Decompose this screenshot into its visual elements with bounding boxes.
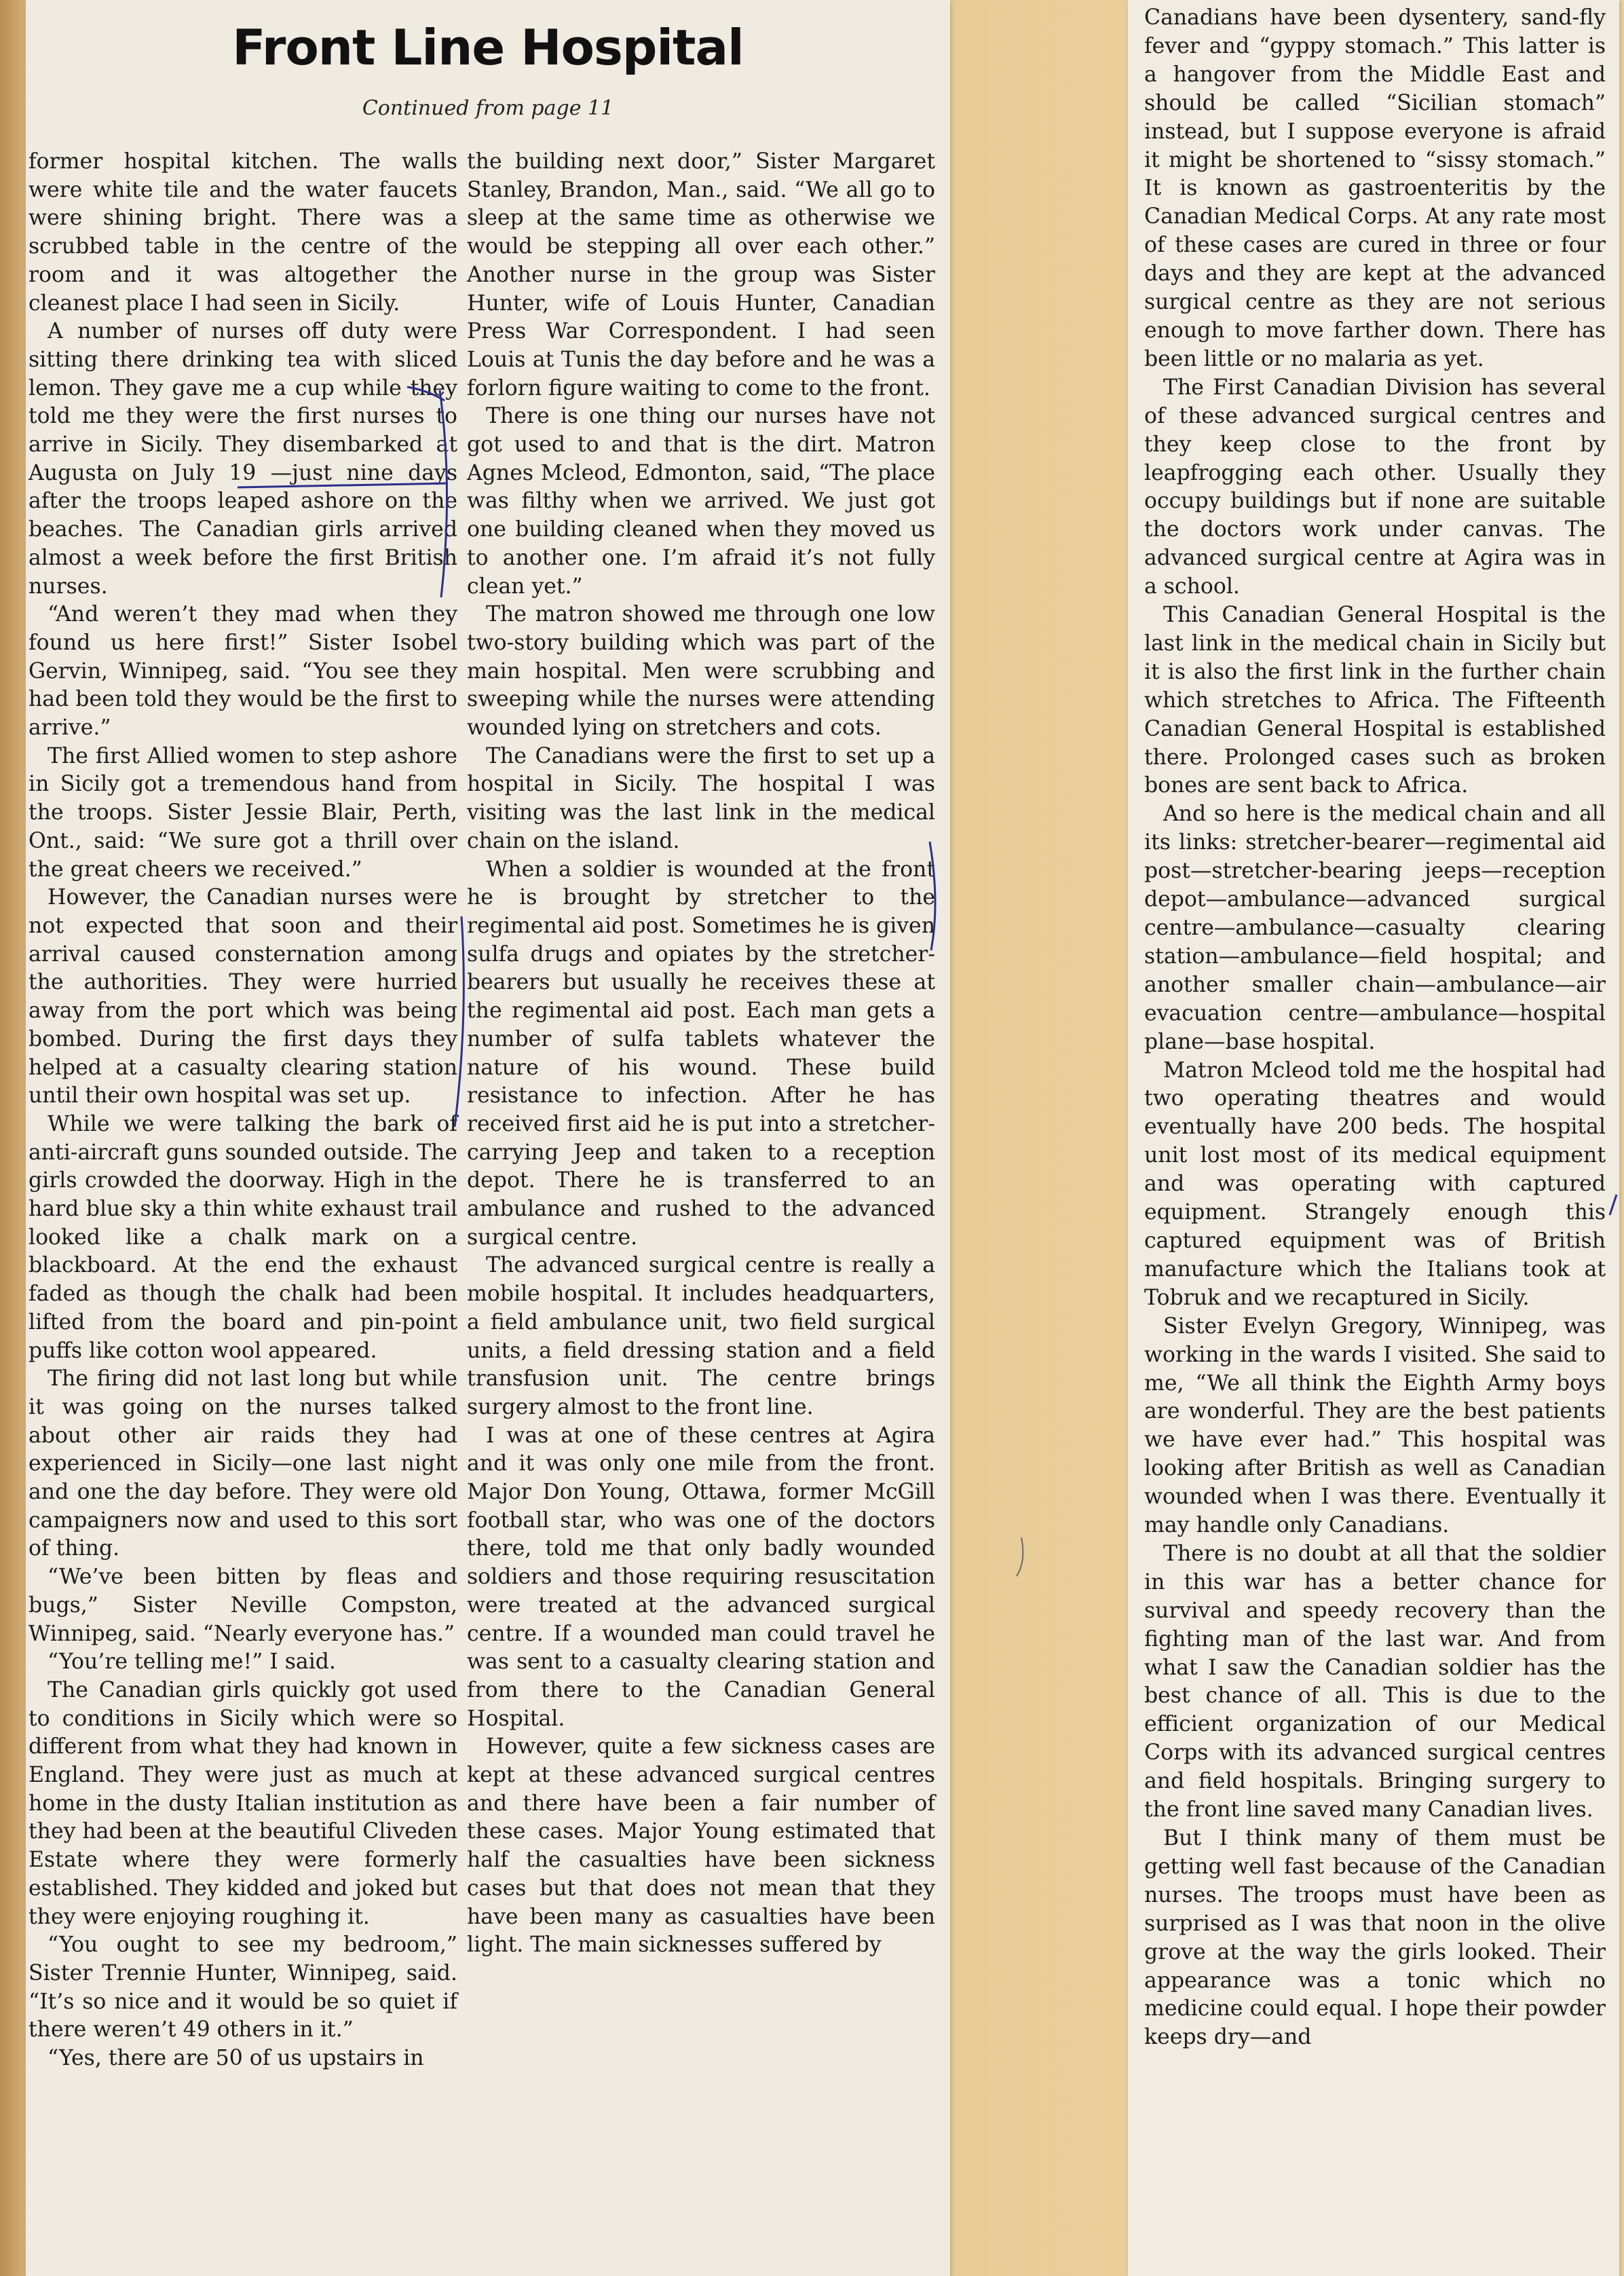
paragraph: The firing did not last long but while it was going on the nurses talked about other air raids they had experienced in Sicily—one last night and one the day before. They were old campaigners now and used to this sort of thing.	[29, 1366, 457, 1561]
paragraph: “You ought to see my bedroom,” Sister Trennie Hunter, Winnipeg, said. “It’s so nice and it would be so quiet if there weren’t 49 others in it.”	[29, 1933, 457, 2042]
paragraph: There is one thing our nurses have not got used to and that is the dirt. Matron Agnes Mcleod, Edmonton, said, “The place was filthy when we arrived. We just got one building cleaned when they moved us to another one. I’m afraid it’s not fully clean yet.”	[467, 404, 935, 599]
article-column-3	[1144, 4, 1606, 2052]
continued-line: Continued from page 11	[362, 96, 614, 120]
paragraph: However, quite a few sickness cases are kept at these advanced surgical centres and there have been a fair number of these cases. Major Young estimated that half the casualties have been sickness cases but that does not mean that they have been many as casualties have been light. The main sicknesses suffered by	[467, 1734, 935, 1958]
paragraph: The matron showed me through one low two-story building which was part of the main hospital. Men were scrubbing and sweeping while the nurses were attending wounded lying on stretchers and cots.	[467, 602, 935, 741]
paragraph: Sister Evelyn Gregory, Winnipeg, was working in the wards I visited. She said to me, “We all think the Eighth Army boys are wonderful. They are the best patients we have ever had.” This hospital was looking after British as well as Canadian wounded when I was there. Eventually it may handle only Canadians.	[1144, 1313, 1606, 1538]
paragraph: the building next door,” Sister Margaret Stanley, Brandon, Man., said. “We all go to sleep at the same time as otherwise we would be stepping all over each other.” Another nurse in the group was Sister Hunter, wife of Louis Hunter, Canadian Press War Correspondent. I had seen Louis at Tunis the day before and he was a forlorn figure waiting to come to the front.	[467, 149, 935, 400]
paragraph: The Canadians were the first to set up a hospital in Sicily. The hospital I was visiting was the last link in the medical chain on the island.	[467, 743, 935, 853]
paragraph: The First Canadian Division has several of these advanced surgical centres and they keep close to the front by leapfrogging each other. Usually they occupy buildings but if none are suitable the doctors work under canvas. The advanced surgical centre at Agira was in a school.	[1144, 375, 1606, 599]
paragraph: However, the Canadian nurses were not expected that soon and their arrival caused consternation among the authorities. They were hurried away from the port which was being bombed. During the first days they helped at a casualty clearing station until their own hospital was set up.	[29, 885, 457, 1108]
paragraph: The first Allied women to step ashore in Sicily got a tremendous hand from the troops. Sister Jessie Blair, Perth, Ont., said: “We sure got a thrill over the great cheers we received.”	[29, 743, 457, 882]
paragraph: “You’re telling me!” I said.	[48, 1649, 336, 1675]
paragraph: There is no doubt at all that the soldier in this war has a better chance for survival and speedy recovery than the fighting man of the last war. And from what I saw the Canadian soldier has the best chance of all. This is due to the efficient organization of our Medical Corps with its advanced surgical centres and field hospitals. Bringing surgery to the front line saved many Canadian lives.	[1144, 1541, 1606, 1823]
paragraph: This Canadian General Hospital is the last link in the medical chain in Sicily but it is also the first link in the further chain which stretches to Africa. The Fifteenth Canadian General Hospital is established there. Prolonged cases such as broken bones are sent back to Africa.	[1144, 603, 1606, 798]
clipping-continuation	[1128, 0, 1619, 2276]
paragraph: A number of nurses off duty were sitting there drinking tea with sliced lemon. They gave me a cup while they told me they were the first nurses to arrive in Sicily. They disembarked at Augusta on July 19 —just nine days after the troops leaped ashore on the beaches. The Canadian girls arrived almost a week before the first British nurses.	[29, 319, 457, 599]
article-headline: Front Line Hospital	[232, 19, 744, 76]
pencil-tick	[1017, 1537, 1023, 1576]
paragraph: former hospital kitchen. The walls were white tile and the water faucets were shining bright. There was a scrubbed table in the centre of the room and it was altogether the cleanest place I had seen in Sicily.	[29, 149, 457, 316]
clipping-main	[26, 0, 950, 2276]
paragraph: And so here is the medical chain and all its links: stretcher-bearer—regimental aid post—stretcher-bearing jeeps—reception depot—ambulance—advanced surgical centre—ambulance—casualty clearing station—ambulance—field hospital; and another smaller chain—ambulance—air evacuation centre—ambulance—hospital plane—base hospital.	[1144, 802, 1606, 1054]
article-column-2	[467, 148, 935, 1960]
article-column-1	[29, 148, 457, 2073]
paragraph: When a soldier is wounded at the front he is brought by stretcher to the regimental aid post. Sometimes he is given sulfa drugs and opiates by the stretcher-bearers but usually he receives these at the regimental aid post. Each man gets a number of sulfa tablets whatever the nature of his wound. These build resistance to infection. After he has received first aid he is put into a stretcher-carrying Jeep and taken to a reception depot. There he is transferred to an ambulance and rushed to the advanced surgical centre.	[467, 857, 935, 1250]
paragraph: But I think many of them must be getting well fast because of the Canadian nurses. The troops must have been as surprised as I was that noon in the olive grove at the way the girls looked. Their appearance was a tonic which no medicine could equal. I hope their powder keeps dry—and	[1144, 1826, 1606, 2050]
paragraph: “We’ve been bitten by fleas and bugs,” Sister Neville Compston, Winnipeg, said. “Nearly everyone has.”	[29, 1565, 457, 1646]
paragraph: Canadians have been dysentery, sand-fly fever and “gyppy stomach.” This latter is a hangover from the Middle East and should be called “Sicilian stomach” instead, but I suppose everyone is afraid it might be shortened to “sissy stomach.” It is known as gastroenteritis by the Canadian Medical Corps. At any rate most of these cases are cured in three or four days and they are kept at the advanced surgical centre as they are not serious enough to move farther down. There has been little or no malaria as yet.	[1144, 5, 1606, 371]
paragraph: While we were talking the bark of anti-aircraft guns sounded outside. The girls crowded the doorway. High in the hard blue sky a thin white exhaust trail looked like a chalk mark on a blackboard. At the end the exhaust faded as though the chalk had been lifted from the board and pin-point puffs like cotton wool appeared.	[29, 1111, 457, 1363]
paragraph: “Yes, there are 50 of us upstairs in	[48, 2046, 424, 2071]
paragraph: The Canadian girls quickly got used to conditions in Sicily which were so different from what they had known in England. They were just as much at home in the dusty Italian institution as they had been at the beautiful Cliveden Estate where they were formerly established. They kidded and joked but they were enjoying roughing it.	[29, 1677, 457, 1929]
paragraph: Matron Mcleod told me the hospital had two operating theatres and would eventually have 200 beds. The hospital unit lost most of its medical equipment and was operating with captured equipment. Strangely enough this captured equipment was of British manufacture which the Italians took at Tobruk and we recaptured in Sicily.	[1144, 1058, 1606, 1310]
paragraph: “And weren’t they mad when they found us here first!” Sister Isobel Gervin, Winnipeg, said. “You see they had been told they would be the first to arrive.”	[29, 602, 457, 741]
paragraph: The advanced surgical centre is really a mobile hospital. It includes headquarters, a field ambulance unit, two field surgical units, a field dressing station and a field transfusion unit. The centre brings surgery almost to the front line.	[467, 1253, 935, 1419]
paragraph: I was at one of these centres at Agira and it was only one mile from the front. Major Don Young, Ottawa, former McGill football star, who was one of the doctors there, told me that only badly wounded soldiers and those requiring resuscitation were treated at the advanced surgical centre. If a wounded man could travel he was sent to a casualty clearing station and from there to the Canadian General Hospital.	[467, 1423, 935, 1731]
